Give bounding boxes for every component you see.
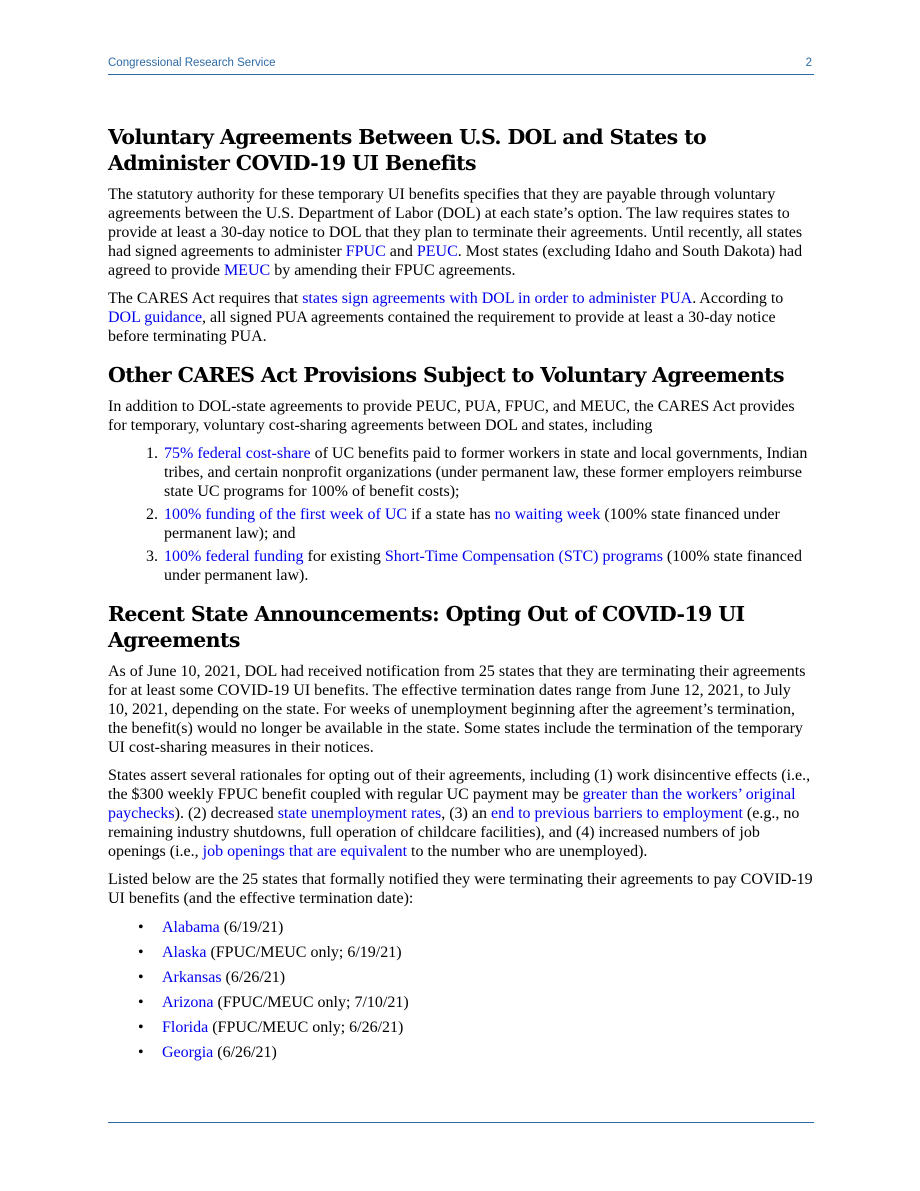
link-state-unemployment-rates[interactable]: state unemployment rates — [277, 805, 442, 822]
list-item — [108, 1043, 814, 1068]
link-job-openings[interactable]: job openings that are equivalent — [202, 843, 408, 860]
paragraph — [108, 289, 814, 346]
paragraph — [108, 185, 814, 280]
list-item — [162, 444, 814, 501]
link-state[interactable]: Alaska — [162, 944, 207, 961]
paragraph: Listed below are the 25 states that formally notified they were terminating their agreements to pay COVID-19 UI benefits (and the effective termination date): — [108, 871, 813, 907]
text: of UC benefits paid to former workers in state and local governments, Indian tribes, and certain nonprofit organizations (under permanent law, these former employers reimburse state UC programs for 100% of benefit costs); — [164, 445, 808, 500]
paragraph: As of June 10, 2021, DOL had received notification from 25 states that they are terminating their agreements for at least some COVID-19 UI benefits. The effective termination dates range from June 12, 2021, to July 10, 2021, depending on the state. For weeks of unemployment beginning after the agreement’s termination, the benefit(s) would no longer be available in the state. Some states include the termination of the temporary UI cost-sharing measures in their notices. — [108, 663, 806, 756]
text: to the number who are unemployed). — [407, 843, 648, 860]
state-note: (FPUC/MEUC only; 7/10/21) — [213, 994, 409, 1011]
list-item — [162, 547, 814, 585]
states-list — [108, 918, 814, 1068]
section-voluntary-agreements — [108, 124, 814, 346]
text: for existing — [303, 548, 385, 565]
text: , (3) an — [441, 805, 491, 822]
bullet-icon: • — [138, 969, 144, 986]
text: (e.g., no remaining industry shutdowns, full operation of childcare facilities), and (4) increased numbers of job openings (i.e., — [108, 805, 800, 860]
bullet-icon: • — [138, 994, 144, 1011]
page-number: 2 — [805, 57, 812, 69]
state-note: (6/19/21) — [219, 919, 284, 936]
list-item — [108, 968, 814, 993]
provisions-list — [108, 444, 814, 585]
text: The statutory authority for these temporary UI benefits specifies that they are payable through voluntary agreements between the U.S. Department of Labor (DOL) at each state’s option. The law requires states to provide at least a 30-day notice to DOL that they plan to terminate their agreements. Until recently, all states had signed agreements to administer — [108, 186, 803, 260]
text: States assert several rationales for opting out of their agreements, including (1) work disincentive effects (i.e., the $300 weekly FPUC benefit coupled with regular UC payment may be — [108, 767, 811, 803]
link-greater-than-paychecks[interactable]: greater than the workers’ original paychecks — [108, 786, 796, 822]
state-note: (6/26/21) — [221, 969, 286, 986]
link-state[interactable]: Arizona — [162, 994, 214, 1011]
link-meuc[interactable]: MEUC — [223, 262, 271, 279]
link-stc-programs[interactable]: Short-Time Compensation (STC) programs — [384, 548, 663, 565]
list-item — [108, 1018, 814, 1043]
text: (100% state financed under permanent law). — [164, 548, 802, 584]
text: if a state has — [407, 506, 495, 523]
paragraph: In addition to DOL-state agreements to provide PEUC, PUA, FPUC, and MEUC, the CARES Act provides for temporary, voluntary cost-sharing agreements between DOL and states, including — [108, 398, 795, 434]
state-note: (FPUC/MEUC only; 6/26/21) — [208, 1019, 404, 1036]
state-note: (6/26/21) — [213, 1044, 277, 1061]
link-dol-guidance[interactable]: DOL guidance — [108, 309, 203, 326]
bullet-icon: • — [138, 1044, 144, 1061]
link-end-to-barriers[interactable]: end to previous barriers to employment — [490, 805, 743, 822]
list-item — [108, 993, 814, 1018]
link-state[interactable]: Alabama — [162, 919, 220, 936]
section-other-provisions — [108, 362, 814, 585]
header-org-name: Congressional Research Service — [108, 57, 276, 69]
text: The CARES Act requires that — [108, 290, 303, 307]
link-state[interactable]: Florida — [162, 1019, 209, 1036]
link-federal-cost-share[interactable]: 75% federal cost-share — [164, 445, 311, 462]
text: , all signed PUA agreements contained the requirement to provide at least a 30-day notice before terminating PUA. — [108, 309, 776, 345]
section-state-announcements — [108, 601, 814, 1068]
link-state[interactable]: Arkansas — [162, 969, 222, 986]
section-heading: Recent State Announcements: Opting Out of COVID-19 UI Agreements — [108, 602, 745, 652]
text: (100% state financed under permanent law); and — [164, 506, 780, 542]
link-state[interactable]: Georgia — [162, 1044, 214, 1061]
main-content — [108, 124, 814, 1068]
section-heading: Voluntary Agreements Between U.S. DOL and States to Administer COVID-19 UI Benefits — [108, 125, 707, 175]
link-federal-funding[interactable]: 100% federal funding — [164, 548, 304, 565]
text: . Most states (excluding Idaho and South Dakota) had agreed to provide — [108, 243, 803, 279]
link-fpuc[interactable]: FPUC — [345, 243, 386, 260]
paragraph — [108, 766, 814, 861]
text: by amending their FPUC agreements. — [270, 262, 516, 279]
bullet-icon: • — [138, 944, 144, 961]
list-item — [108, 943, 814, 968]
footer-rule — [108, 1122, 814, 1123]
text: and — [385, 243, 417, 260]
link-pua-agreements[interactable]: states sign agreements with DOL in order to administer PUA — [302, 290, 693, 307]
text: . According to — [692, 290, 784, 307]
list-item — [162, 505, 814, 543]
list-item — [108, 918, 814, 943]
bullet-icon: • — [138, 919, 144, 936]
link-no-waiting-week[interactable]: no waiting week — [494, 506, 601, 523]
state-note: (FPUC/MEUC only; 6/19/21) — [206, 944, 402, 961]
text: ). (2) decreased — [174, 805, 278, 822]
bullet-icon: • — [138, 1019, 144, 1036]
link-first-week-funding[interactable]: 100% funding of the first week of UC — [164, 506, 408, 523]
section-heading: Other CARES Act Provisions Subject to Voluntary Agreements — [108, 363, 784, 387]
link-peuc[interactable]: PEUC — [416, 243, 458, 260]
running-header — [108, 56, 814, 75]
